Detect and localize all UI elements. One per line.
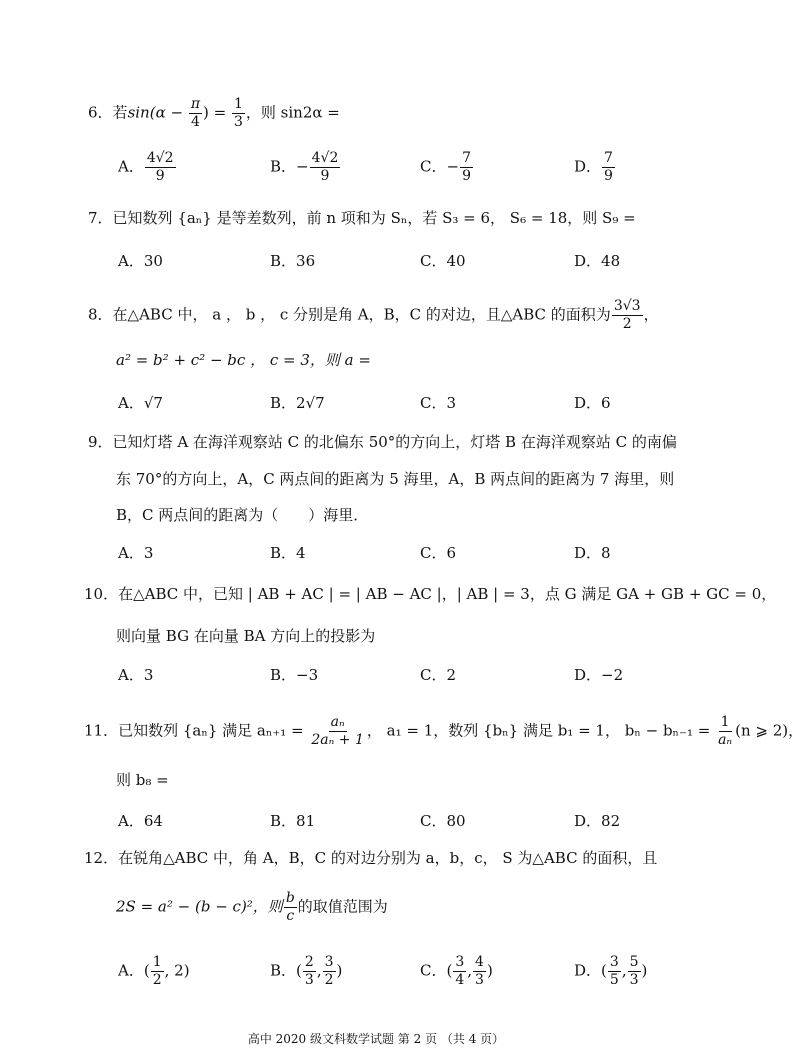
- option-c: C．2: [420, 666, 457, 684]
- option-c: C．( $\frac{3}{4}$ , $\frac{4}{3}$ ): [420, 954, 493, 988]
- option-d: D． $\frac{7}{9}$: [574, 150, 613, 184]
- question-7-stem: 7．已知数列 {aₙ} 是等差数列，前 n 项和为 Sₙ，若 S₃ = 6， S₆ = 18，则 S₉ =: [88, 209, 636, 227]
- question-9-line2: 东 70°的方向上，A，C 两点间的距离为 5 海里，A，B 两点间的距离为 7 海里，则: [116, 470, 675, 488]
- option-b: B．2√7: [270, 394, 325, 412]
- question-9-line1: 9．已知灯塔 A 在海洋观察站 C 的北偏东 50°的方向上，灯塔 B 在海洋观察站 C 的南偏: [88, 433, 677, 451]
- option-a: A．30: [118, 252, 163, 270]
- option-b: B．− $\frac{4√2}{9}$: [270, 150, 339, 184]
- option-d: D．82: [574, 812, 621, 830]
- question-8-line2: a² = b² + c² − bc ， c = 3，则 a =: [116, 351, 371, 369]
- question-8-stem: 8．在△ABC 中， a ， b ， c 分别是角 A，B，C 的对边，且△ABC 的面积为 $\frac{3√3}{2}$ ，: [88, 298, 659, 332]
- question-12-line1: 12．在锐角△ABC 中，角 A，B，C 的对边分别为 a，b，c， S 为△ABC 的面积，且: [84, 849, 658, 867]
- question-10-line2: 则向量 BG 在向量 BA 方向上的投影为: [116, 627, 376, 645]
- question-10-line1: 10．在△ABC 中，已知 | AB + AC | = | AB − AC |，| AB | = 3，点 G 满足 GA + GB + GC = 0，: [84, 585, 777, 603]
- option-b: B．4: [270, 544, 306, 562]
- option-d: D．6: [574, 394, 611, 412]
- option-c: C．3: [420, 394, 457, 412]
- question-11-options: [118, 810, 678, 840]
- question-12-options: [118, 954, 678, 988]
- question-6-options: [118, 150, 678, 184]
- option-a: A．64: [118, 812, 163, 830]
- option-a: A．3: [118, 544, 154, 562]
- option-b: B．36: [270, 252, 316, 270]
- question-9-line3: B，C 两点间的距离为（ ）海里．: [116, 506, 369, 524]
- option-a: A． $\frac{4√2}{9}$: [118, 150, 174, 184]
- question-7-options: [118, 250, 678, 280]
- option-a: A．√7: [118, 394, 163, 412]
- question-9-options: [118, 542, 678, 572]
- option-d: D．48: [574, 252, 621, 270]
- option-d: D．−2: [574, 666, 624, 684]
- option-a: A．3: [118, 666, 154, 684]
- option-b: B．−3: [270, 666, 319, 684]
- question-8-options: [118, 392, 678, 422]
- question-11-stem: 11．已知数列 {aₙ} 满足 aₙ₊₁ = $\frac{\text{aₙ}}{\text{2aₙ + 1}}$ ， a₁ = 1，数列 {bₙ} 满足 b₁ = 1， bₙ − bₙ₋₁ = $\frac{1}{\text{aₙ}}$ (n ⩾ 2)，: [84, 714, 803, 748]
- option-d: D．( $\frac{3}{5}$ , $\frac{5}{3}$ ): [574, 954, 648, 988]
- option-b: B．81: [270, 812, 316, 830]
- question-6-stem: 6．若sin(α − $\frac{\pi}{4}$ ) = $\frac{1}{3}$ ，则 sin2α =: [88, 96, 340, 130]
- option-d: D．8: [574, 544, 611, 562]
- page-footer: 高中 2020 级文科数学试题 第 2 页 （共 4 页）: [247, 1032, 505, 1046]
- option-c: C．− $\frac{7}{9}$: [420, 150, 471, 184]
- option-c: C．6: [420, 544, 457, 562]
- question-10-options: [118, 664, 678, 694]
- question-11-line2: 则 b₈ =: [116, 771, 169, 789]
- option-a: A．( $\frac{1}{2}$ , 2): [118, 954, 190, 988]
- question-12-line2: 2S = a² − (b − c)²，则 $\frac{b}{c}$ 的取值范围为: [116, 890, 388, 924]
- option-b: B．( $\frac{2}{3}$ , $\frac{3}{2}$ ): [270, 954, 343, 988]
- option-c: C．80: [420, 812, 466, 830]
- option-c: C．40: [420, 252, 466, 270]
